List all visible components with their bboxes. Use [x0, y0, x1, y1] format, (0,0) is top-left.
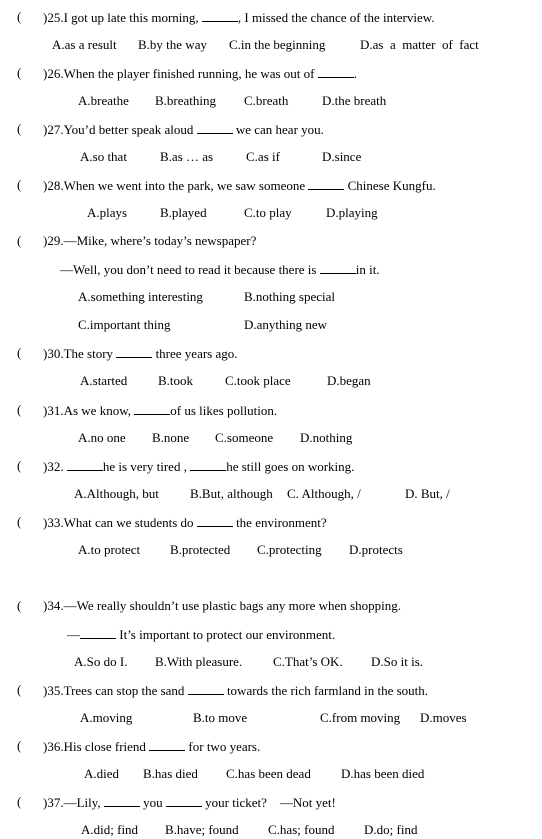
question-stem — [43, 66, 357, 80]
question-text-before: —Lily, — [63, 795, 104, 810]
question-stem — [43, 346, 238, 360]
answer-paren-open: ( — [17, 514, 22, 529]
answer-option: C.in the beginning — [229, 37, 326, 52]
question-text-after: three years ago. — [152, 346, 238, 361]
answer-option: D.has been died — [341, 766, 425, 781]
answer-option: D.moves — [420, 710, 467, 725]
answer-paren-open: ( — [17, 682, 22, 697]
question-dot: . — [60, 122, 64, 137]
paren-close: ) — [43, 178, 48, 193]
answer-blank — [202, 10, 238, 22]
question-text-after: the environment? — [232, 515, 327, 530]
answer-option: B.played — [160, 205, 207, 220]
reply-text-before: — — [67, 627, 80, 642]
answer-option: D.the breath — [322, 93, 387, 108]
answer-option: A.So do I. — [74, 654, 128, 669]
reply-text-after: It’s important to protect our environment. — [116, 627, 336, 642]
paren-close: ) — [43, 683, 48, 698]
question-text-after: he still goes on working. — [226, 459, 355, 474]
question-number: 31 — [47, 403, 61, 418]
question-number: 26 — [47, 66, 61, 81]
question-text-after: Chinese Kungfu. — [344, 178, 436, 193]
answer-paren-open: ( — [17, 458, 22, 473]
paren-close: ) — [43, 10, 48, 25]
answer-option: C.someone — [215, 430, 274, 445]
answer-option: A.no one — [78, 430, 126, 445]
question-text-after: of us likes pollution. — [170, 403, 278, 418]
question-text-after: , I missed the chance of the interview. — [237, 10, 435, 25]
answer-option: A.plays — [87, 205, 128, 220]
answer-blank — [190, 459, 226, 471]
answer-option: D. But, / — [405, 486, 450, 501]
question-text-after: we can hear you. — [232, 122, 324, 137]
paren-close: ) — [43, 795, 48, 810]
question-dot: . — [60, 683, 64, 698]
answer-option: D.playing — [326, 205, 378, 220]
paren-close: ) — [43, 459, 48, 474]
answer-option: A.breathe — [78, 93, 129, 108]
answer-blank — [197, 122, 233, 134]
answer-option: B.have; found — [165, 822, 239, 837]
question-text-mid: he is very tired , — [102, 459, 191, 474]
answer-blank — [197, 515, 233, 527]
answer-option: B.has died — [143, 766, 198, 781]
answer-paren-open: ( — [17, 402, 22, 417]
answer-option: C.protecting — [257, 542, 322, 557]
answer-blank — [116, 346, 152, 358]
answer-option: B.nothing special — [244, 289, 335, 304]
question-number: 29 — [47, 233, 61, 248]
question-number: 30 — [47, 346, 61, 361]
answer-option: B.protected — [170, 542, 231, 557]
paren-close: ) — [43, 66, 48, 81]
answer-option: D.since — [322, 149, 362, 164]
answer-option: B.as … as — [160, 149, 214, 164]
answer-paren-open: ( — [17, 121, 22, 136]
answer-option: A.did; find — [81, 822, 139, 837]
paren-close: ) — [43, 122, 48, 137]
question-stem — [43, 795, 336, 809]
question-number: 33 — [47, 515, 61, 530]
answer-paren-open: ( — [17, 65, 22, 80]
answer-paren-open: ( — [17, 738, 22, 753]
question-text-after: towards the rich farmland in the south. — [223, 683, 429, 698]
question-stem — [43, 599, 401, 612]
answer-option: A.started — [80, 373, 128, 388]
question-stem — [43, 403, 277, 417]
question-text: —We really shouldn’t use plastic bags any more when shopping. — [63, 598, 401, 613]
answer-option: C.breath — [244, 93, 289, 108]
paren-close: ) — [43, 233, 48, 248]
question-number: 35 — [47, 683, 61, 698]
reply-text-after: in it. — [355, 262, 380, 277]
question-text-before: What can we students do — [63, 515, 197, 530]
question-number: 27 — [47, 122, 61, 137]
question-number: 36 — [47, 739, 61, 754]
answer-option: B.by the way — [138, 37, 207, 52]
question-stem — [43, 10, 435, 24]
answer-option: B.to move — [193, 710, 248, 725]
question-dot: . — [60, 178, 64, 193]
answer-option: C.has been dead — [226, 766, 311, 781]
answer-option: B.But, although — [190, 486, 273, 501]
answer-blank — [67, 459, 103, 471]
answer-option: D.as a matter of fact — [360, 37, 479, 52]
answer-option: D.So it is. — [371, 654, 424, 669]
question-stem — [43, 122, 324, 136]
answer-blank — [188, 683, 224, 695]
answer-option: B.none — [152, 430, 190, 445]
question-text-before: As we know, — [63, 403, 135, 418]
answer-option: B.took — [158, 373, 194, 388]
answer-blank — [308, 178, 344, 190]
question-dot: . — [60, 795, 64, 810]
question-dot: . — [60, 233, 64, 248]
dialogue-reply — [60, 262, 380, 276]
question-stem — [43, 683, 428, 697]
answer-option: D.protects — [349, 542, 403, 557]
question-number: 28 — [47, 178, 61, 193]
answer-option: D.began — [327, 373, 371, 388]
answer-blank — [104, 795, 140, 807]
answer-option: A.moving — [80, 710, 133, 725]
question-text-after: your ticket? —Not yet! — [201, 795, 336, 810]
answer-option: C.important thing — [78, 317, 171, 332]
question-number: 32 — [47, 459, 61, 474]
question-dot: . — [60, 515, 64, 530]
question-text-mid: you — [139, 795, 166, 810]
question-text-before: I got up late this morning, — [63, 10, 202, 25]
answer-paren-open: ( — [17, 233, 22, 248]
question-number: 25 — [47, 10, 61, 25]
answer-option: A.as a result — [52, 37, 117, 52]
question-text-before: Trees can stop the sand — [63, 683, 188, 698]
answer-option: D.do; find — [364, 822, 418, 837]
answer-option: A.something interesting — [78, 289, 203, 304]
paren-close: ) — [43, 403, 48, 418]
answer-option: A.so that — [80, 149, 127, 164]
answer-blank — [320, 262, 356, 274]
question-dot: . — [60, 10, 64, 25]
answer-option: A.died — [84, 766, 120, 781]
answer-blank — [134, 403, 170, 415]
question-text-before: When we went into the park, we saw someone — [63, 178, 309, 193]
question-text-before: When the player finished running, he was out of — [63, 66, 318, 81]
answer-blank — [149, 739, 185, 751]
dialogue-reply — [67, 627, 335, 641]
question-dot: . — [60, 346, 64, 361]
paren-close: ) — [43, 346, 48, 361]
answer-blank — [318, 66, 354, 78]
answer-option: C.to play — [244, 205, 292, 220]
reply-text-before: —Well, you don’t need to read it because there is — [60, 262, 320, 277]
answer-option: D.anything new — [244, 317, 328, 332]
question-text: —Mike, where’s today’s newspaper? — [63, 233, 257, 248]
answer-option: C.took place — [225, 373, 291, 388]
question-number: 37 — [47, 795, 61, 810]
question-text-before: You’d better speak aloud — [63, 122, 197, 137]
answer-option: B.breathing — [155, 93, 217, 108]
answer-paren-open: ( — [17, 598, 22, 613]
answer-paren-open: ( — [17, 177, 22, 192]
question-dot: . — [60, 403, 64, 418]
answer-option: C.That’s OK. — [273, 654, 343, 669]
answer-option: D.nothing — [300, 430, 353, 445]
question-text-after: . — [353, 66, 357, 81]
question-stem — [43, 515, 327, 529]
paren-close: ) — [43, 598, 48, 613]
answer-blank — [80, 627, 116, 639]
answer-option: C.as if — [246, 149, 280, 164]
paren-close: ) — [43, 515, 48, 530]
question-stem — [43, 459, 354, 473]
question-dot: . — [60, 459, 64, 474]
question-stem — [43, 178, 436, 192]
answer-paren-open: ( — [17, 345, 22, 360]
question-text-before: The story — [63, 346, 117, 361]
answer-option: B.With pleasure. — [155, 654, 243, 669]
question-stem — [43, 739, 260, 753]
answer-paren-open: ( — [17, 9, 22, 24]
question-dot: . — [60, 66, 64, 81]
answer-blank — [166, 795, 202, 807]
question-dot: . — [60, 739, 64, 754]
question-text-after: for two years. — [185, 739, 261, 754]
question-number: 34 — [47, 598, 61, 613]
question-dot: . — [60, 598, 64, 613]
paren-close: ) — [43, 739, 48, 754]
question-stem — [43, 234, 256, 247]
answer-paren-open: ( — [17, 794, 22, 809]
answer-option: A.to protect — [78, 542, 141, 557]
question-text-before: His close friend — [63, 739, 150, 754]
answer-option: C.from moving — [320, 710, 401, 725]
answer-option: C. Although, / — [287, 486, 361, 501]
answer-option: C.has; found — [268, 822, 335, 837]
answer-option: A.Although, but — [74, 486, 159, 501]
